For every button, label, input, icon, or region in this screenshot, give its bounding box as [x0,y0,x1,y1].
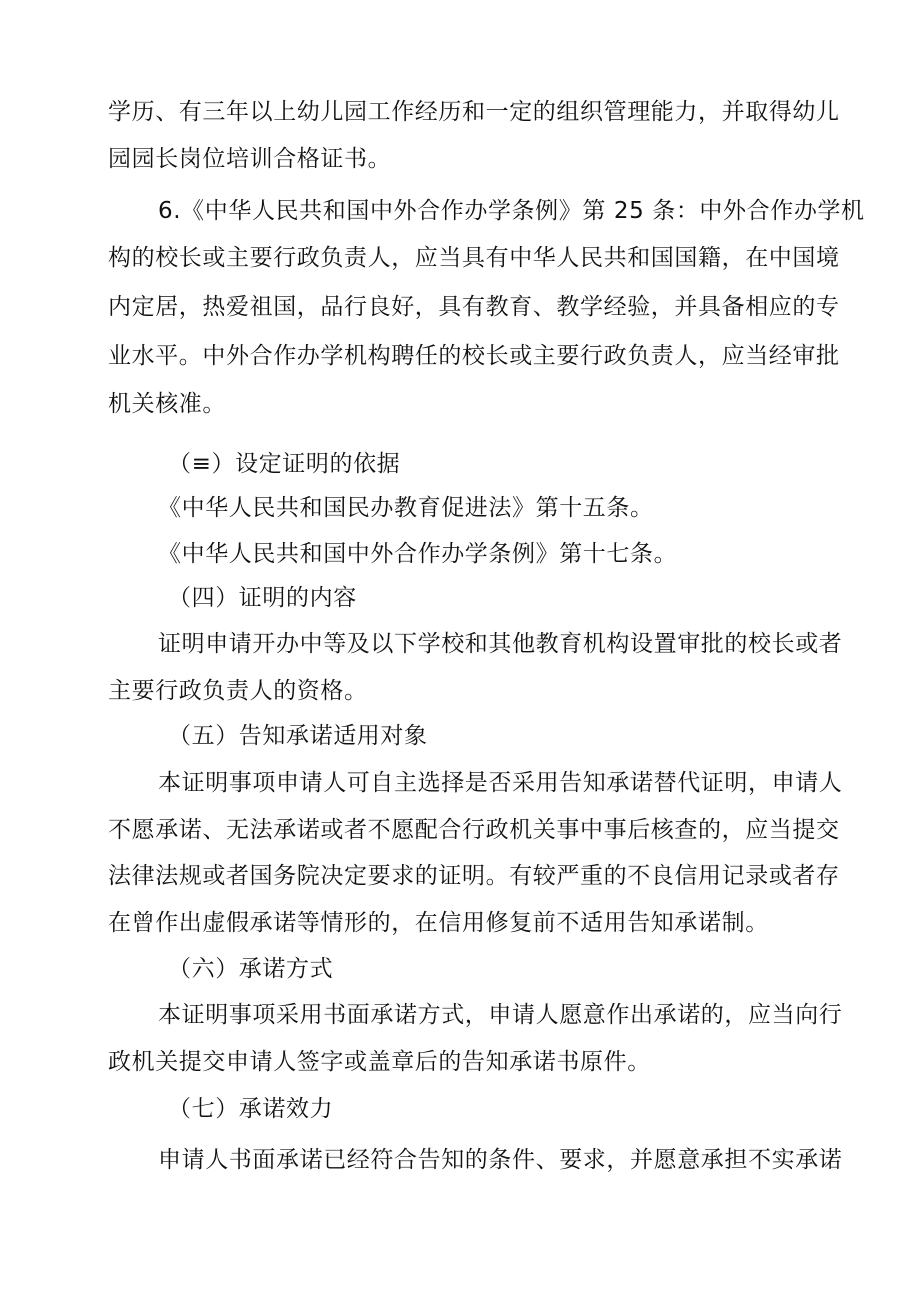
text-line: 园园长岗位培训合格证书。 [108,146,392,172]
text-line: 学历、有三年以上幼儿园工作经历和一定的组织管理能力，并取得幼儿 [108,99,840,125]
text-line: 在曾作出虚假承诺等情形的，在信用修复前不适用告知承诺制。 [108,910,769,936]
text-line: 6.《中华人民共和国中外合作办学条例》第 25 条：中外合作办学机 [158,198,865,224]
text-line: 业水平。中外合作办学机构聘任的校长或主要行政负责人，应当经审批 [108,343,840,369]
text-line: 申请人书面承诺已经符合告知的条件、要求，并愿意承担不实承诺 [158,1147,843,1173]
section-heading: （五）告知承诺适用对象 [168,723,428,749]
text-line: 构的校长或主要行政负责人，应当具有中华人民共和国国籍，在中国境 [108,245,840,271]
text-line: 本证明事项申请人可自主选择是否采用告知承诺替代证明，申请人 [158,770,843,796]
text-line: 机关核准。 [108,391,226,417]
text-line: 法律法规或者国务院决定要求的证明。有较严重的不良信用记录或者存 [108,863,840,889]
text-line: 不愿承诺、无法承诺或者不愿配合行政机关事中事后核查的，应当提交 [108,817,840,843]
text-line: 《中华人民共和国民办教育促进法》第十五条。 [158,495,654,521]
text-line: 本证明事项采用书面承诺方式，申请人愿意作出承诺的，应当向行 [158,1002,843,1028]
section-heading: （六）承诺方式 [168,956,334,982]
text-line: 内定居，热爱祖国，品行良好，具有教育、教学经验，并具备相应的专 [108,294,840,320]
section-heading: （≡）设定证明的依据 [168,451,401,477]
text-line: 主要行政负责人的资格。 [108,678,368,704]
section-heading: （四）证明的内容 [168,585,357,611]
section-heading: （七）承诺效力 [168,1096,334,1122]
text-line: 政机关提交申请人签字或盖章后的告知承诺书原件。 [108,1049,651,1075]
text-line: 证明申请开办中等及以下学校和其他教育机构设置审批的校长或者 [158,631,843,657]
text-line: 《中华人民共和国中外合作办学条例》第十七条。 [158,541,678,567]
